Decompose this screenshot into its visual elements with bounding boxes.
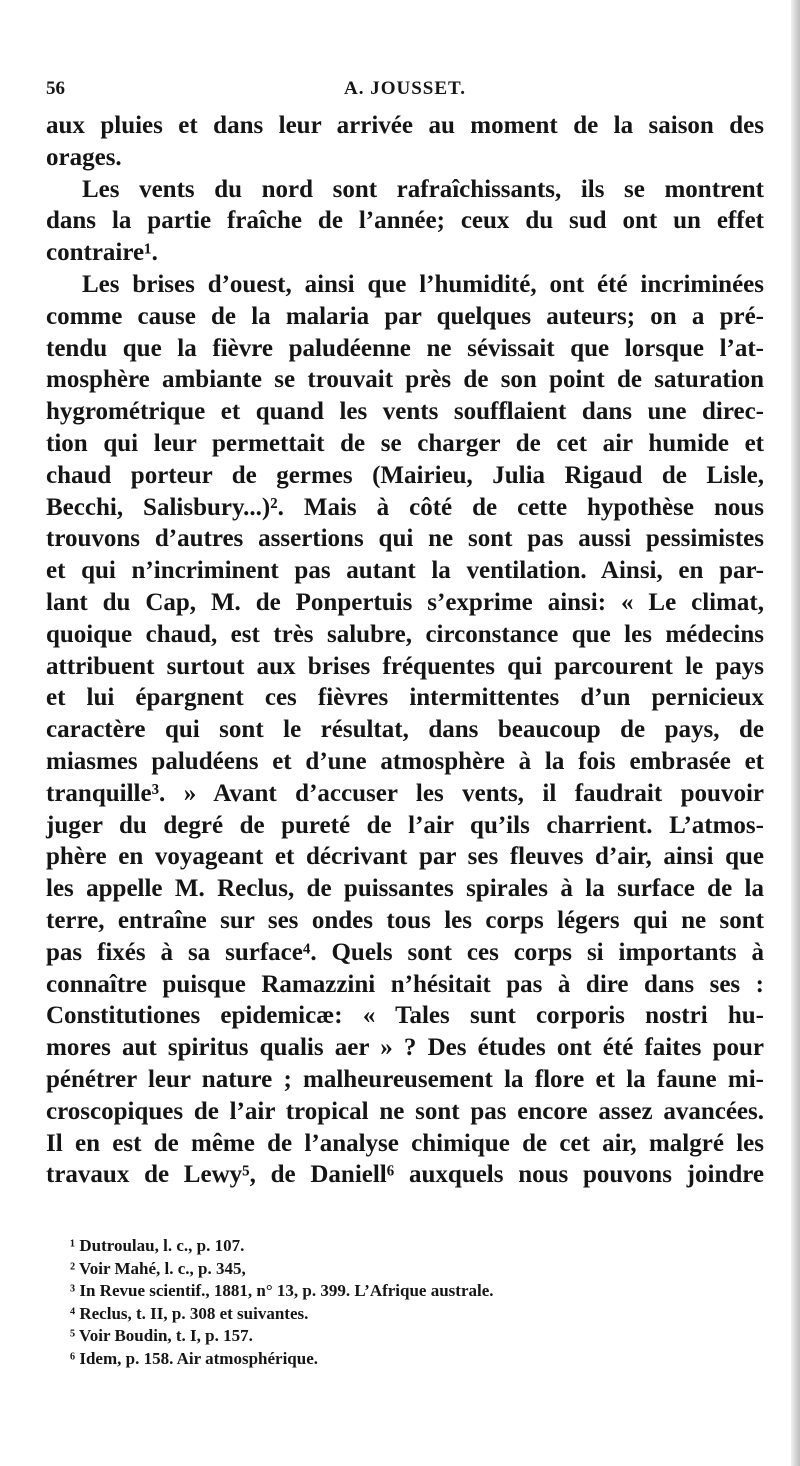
footnote-4: ⁴ Reclus, t. II, p. 308 et suivantes. (70, 1303, 309, 1323)
text-line: mores aut spiritus qualis aer » ? Des études ont été faites pour (46, 1034, 764, 1062)
text-line: lant du Cap, M. de Ponpertuis s’exprime ainsi: « Le climat, (46, 588, 764, 616)
text-line: orages. (46, 143, 122, 171)
text-line: Constitutiones epidemicæ: « Tales sunt corporis nostri hu- (46, 1002, 764, 1030)
text-line: phère en voyageant et décrivant par ses fleuves d’air, ainsi que (46, 843, 764, 871)
text-line: travaux de Lewy⁵, de Daniell⁶ auxquels nous pouvons joindre (46, 1161, 764, 1189)
text-line: contraire¹. (46, 239, 158, 267)
text-line: tion qui leur permettait de se charger de cet air humide et (46, 429, 764, 457)
text-line: dans la partie fraîche de l’année; ceux du sud ont un effet (46, 207, 764, 235)
footnote-6: ⁶ Idem, p. 158. Air atmosphérique. (70, 1348, 318, 1368)
text-line: Les vents du nord sont rafraîchissants, ils se montrent (82, 175, 764, 203)
text-line: connaître puisque Ramazzini n’hésitait pas à dire dans ses : (46, 970, 764, 998)
text-line: pénétrer leur nature ; malheureusement la flore et la faune mi- (46, 1065, 764, 1093)
text-line: Becchi, Salisbury...)². Mais à côté de cette hypothèse nous (46, 493, 764, 521)
text-line: aux pluies et dans leur arrivée au moment de la saison des (46, 112, 764, 139)
footnote-1: ¹ Dutroulau, l. c., p. 107. (70, 1236, 245, 1255)
text-line: les appelle M. Reclus, de puissantes spirales à la surface de la (46, 875, 764, 903)
text-line: Il en est de même de l’analyse chimique de cet air, malgré les (46, 1129, 764, 1157)
text-line: comme cause de la malaria par quelques auteurs; on a pré- (46, 302, 764, 330)
text-line: tendu que la fièvre paludéenne ne sévissait que lorsque l’at- (46, 334, 764, 362)
footnote-3: ³ In Revue scientif., 1881, n° 13, p. 399. L’Afrique australe. (70, 1281, 494, 1300)
text-line: caractère qui sont le résultat, dans beaucoup de pays, de (46, 716, 764, 744)
footnotes (70, 1235, 764, 1370)
text-line: quoique chaud, est très salubre, circonstance que les médecins (46, 620, 764, 648)
text-line: Les brises d’ouest, ainsi que l’humidité, ont été incriminées (82, 270, 764, 298)
text-line: attribuent surtout aux brises fréquentes qui parcourent le pays (46, 652, 764, 680)
text-line: hygrométrique et quand les vents soufflaient dans une direc- (46, 398, 764, 426)
text-line: miasmes paludéens et d’une atmosphère à la fois embrasée et (46, 747, 764, 775)
footnote-5: ⁵ Voir Boudin, t. I, p. 157. (70, 1326, 253, 1345)
text-line: chaud porteur de germes (Mairieu, Julia Rigaud de Lisle, (46, 461, 764, 489)
running-head: A. JOUSSET. (343, 78, 467, 99)
footnote-2: ² Voir Mahé, l. c., p. 345, (70, 1258, 246, 1278)
text-line: mosphère ambiante se trouvait près de son point de saturation (46, 366, 764, 394)
page-number: 56 (46, 78, 65, 99)
text-line: juger du degré de pureté de l’air qu’ils charrient. L’atmos- (46, 811, 764, 839)
body-text (46, 110, 764, 1191)
text-line: croscopiques de l’air tropical ne sont pas encore assez avancées. (46, 1097, 764, 1125)
page-edge-shadow (791, 0, 800, 1466)
text-line: terre, entraîne sur ses ondes tous les corps légers qui ne sont (46, 906, 764, 934)
text-line: trouvons d’autres assertions qui ne sont pas aussi pessimistes (46, 525, 764, 553)
text-line: et lui épargnent ces fièvres intermittentes d’un pernicieux (46, 684, 764, 712)
text-line: pas fixés à sa surface⁴. Quels sont ces corps si importants à (46, 938, 764, 966)
page-header (46, 76, 764, 106)
text-line: tranquille³. » Avant d’accuser les vents, il faudrait pouvoir (46, 779, 764, 807)
text-line: et qui n’incriminent pas autant la ventilation. Ainsi, en par- (46, 557, 764, 585)
